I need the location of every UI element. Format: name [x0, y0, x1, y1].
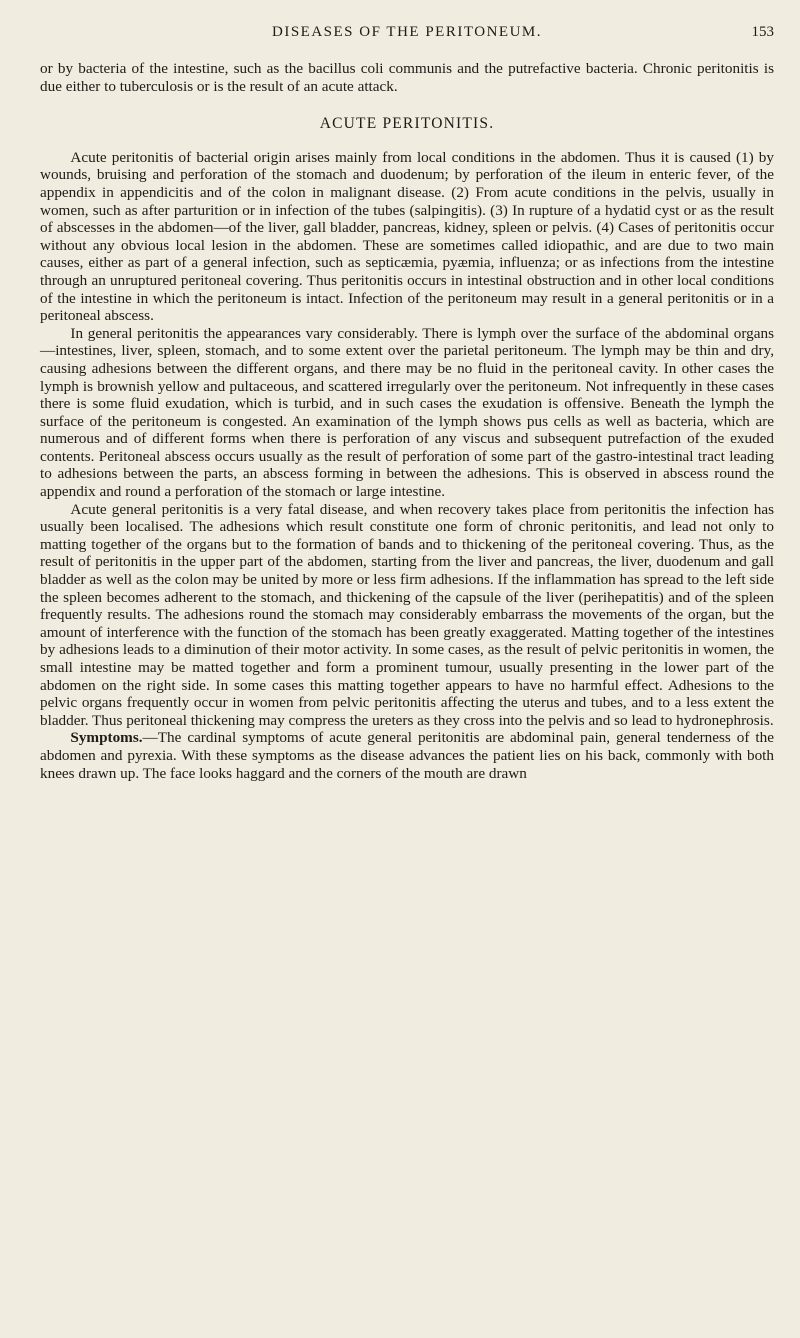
paragraph-causes: Acute peritonitis of bacterial origin arises mainly from local conditions in the abdomen. Thus it is caused (1) by wounds, bruising and perforation of the stomach and duodenum; by perforation of the ileum in enteric fever, of the appendix in appendicitis and of the colon in malignant disease. (2) From acute conditions in the pelvis, usually in women, such as after parturition or in infection of the tubes (salpingitis). (3) In rupture of a hydatid cyst or as the result of abscesses in the abdomen—of the liver, gall bladder, pancreas, kidney, spleen or pelvis. (4) Cases of peritonitis occur without any obvious local lesion in the abdomen. These are sometimes called idiopathic, and are due to two main causes, either as part of a general infection, such as septicæmia, pyæmia, influenza; or as infections from the intestine through an unruptured peritoneal covering. Thus peritonitis occurs in intestinal obstruction and in other local conditions of the intestine in which the peritoneum is intact. Infection of the peritoneum may result in a general peritonitis or in a peritoneal abscess. [40, 148, 774, 325]
body-text [40, 60, 774, 782]
book-page [40, 0, 774, 782]
symptoms-text: —The cardinal symptoms of acute general peritonitis are abdominal pain, general tenderness of the abdomen and pyrexia. With these symptoms as the disease advances the patient lies on his back, commonly with both knees drawn up. The face looks haggard and the corners of the mouth are drawn [40, 729, 774, 782]
symptoms-run-in-heading: Symptoms. [70, 729, 143, 747]
running-head [40, 0, 774, 60]
opening-paragraph: or by bacteria of the intestine, such as the bacillus coli communis and the putrefactive bacteria. Chronic peritonitis is due either to tuberculosis or is the result of an acute attack. [40, 60, 774, 95]
section-heading: ACUTE PERITONITIS. [319, 115, 495, 133]
running-head-title: DISEASES OF THE PERITONEUM. [272, 24, 542, 40]
paragraph-symptoms [40, 729, 774, 782]
paragraph-appearances: In general peritonitis the appearances vary considerably. There is lymph over the surface of the abdominal organs—intestines, liver, spleen, stomach, and to some extent over the parietal peritoneum. The lymph may be thin and dry, causing adhesions between the different organs, and there may be no fluid in the peritoneal cavity. In other cases the lymph is brownish yellow and pultaceous, and scattered irregularly over the peritoneum. Not infrequently in these cases there is some fluid exudation, which is turbid, and in such cases the exudation is offensive. Beneath the lymph the surface of the peritoneum is congested. An examination of the lymph shows pus cells as well as bacteria, which are numerous and of different forms when there is perforation of any viscus and subsequent putrefaction of the exuded contents. Peritoneal abscess occurs usually as the result of perforation of some part of the gastro-intestinal tract leading to adhesions between the parts, an abscess forming in between the adhesions. This is observed in abscess round the appendix and round a perforation of the stomach or large intestine. [40, 324, 774, 501]
page-number: 153 [751, 24, 774, 40]
paragraph-adhesions: Acute general peritonitis is a very fatal disease, and when recovery takes place from peritonitis the infection has usually been localised. The adhesions which result constitute one form of chronic peritonitis, and lead not only to matting together of the organs but to the formation of bands and to thickening of the peritoneal covering. Thus, as the result of peritonitis in the upper part of the abdomen, starting from the liver and pancreas, the liver, duodenum and gall bladder as well as the colon may be united by more or less firm adhesions. If the inflammation has spread to the left side the spleen becomes adherent to the stomach, and thickening of the capsule of the liver (perihepatitis) and of the spleen frequently results. The adhesions round the stomach may considerably embarrass the movements of the organ, but the amount of interference with the function of the stomach has been greatly exaggerated. Matting together of the intestines by adhesions leads to a diminution of their motor activity. In some cases, as the result of pelvic peritonitis in women, the small intestine may be matted together and form a prominent tumour, usually presenting in the lower part of the abdomen on the right side. In some cases this matting together appears to have no harmful effect. Adhesions to the pelvic organs frequently occur in women from pelvic peritonitis affecting the uterus and tubes, and to a less extent the bladder. Thus peritoneal thickening may compress the ureters as they cross into the pelvis and so lead to hydronephrosis. [40, 500, 774, 729]
